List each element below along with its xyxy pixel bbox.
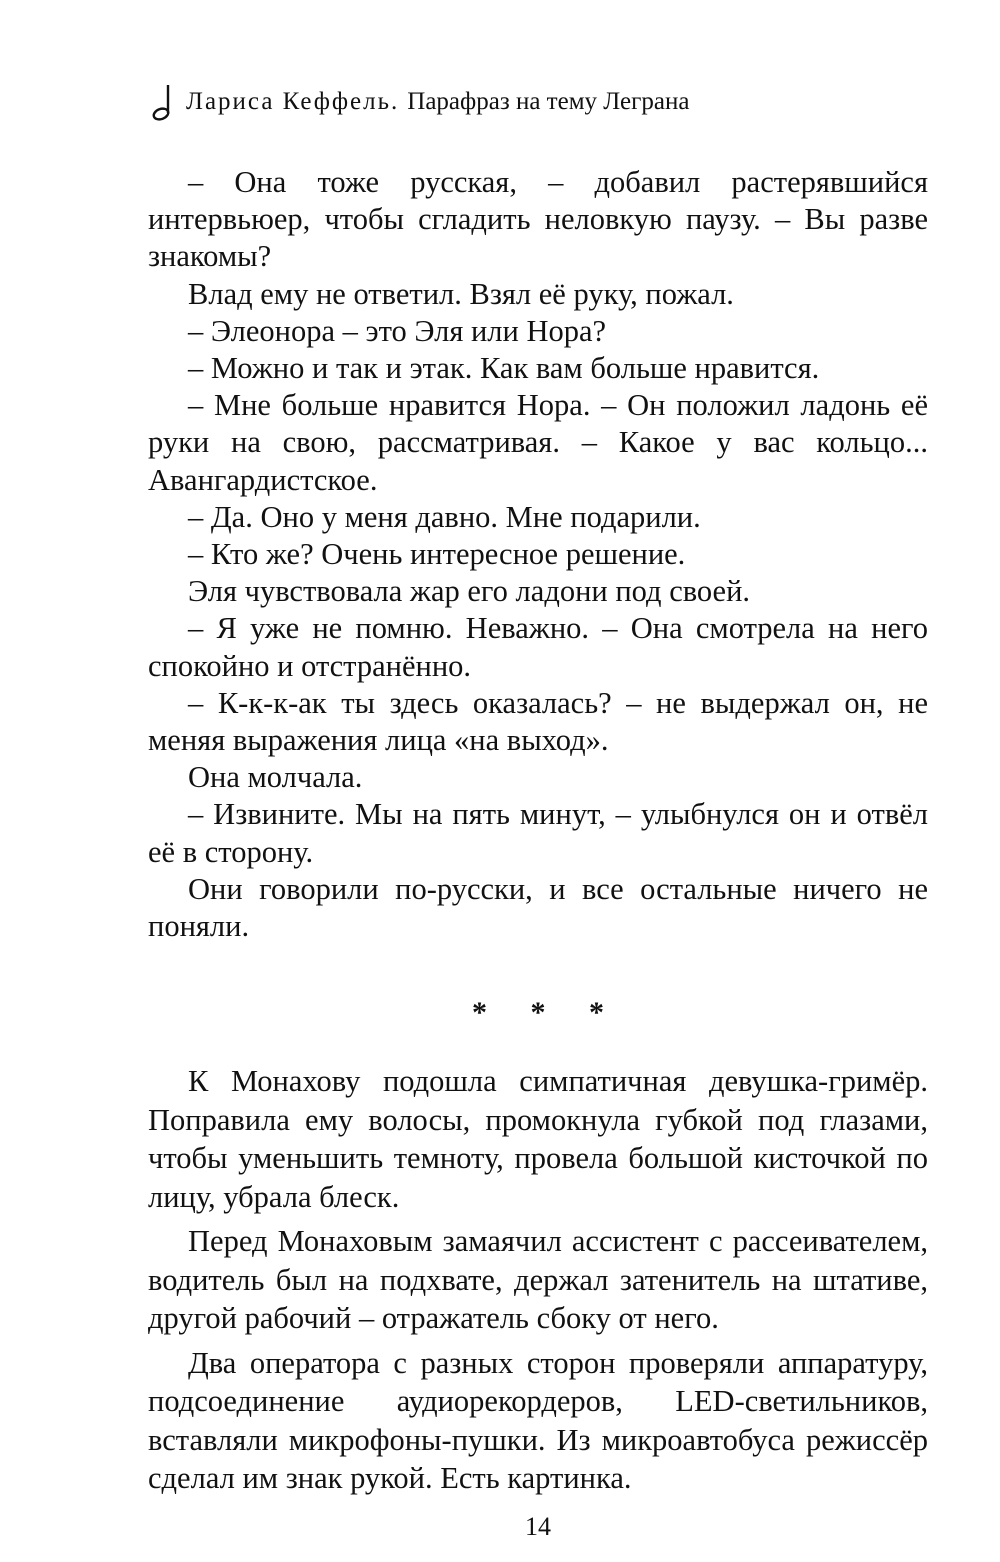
paragraph: – Я уже не помню. Неважно. – Она смотрела на него спокойно и отстранённо. xyxy=(148,611,928,683)
text-block-before-break xyxy=(148,164,928,945)
paragraph: Эля чувствовала жар его ладони под своей. xyxy=(188,574,751,609)
paragraph: – Мне больше нравится Нора. – Он положил ладонь её руки на свою, рассматривая. – Какое у вас кольцо... Авангардистское. xyxy=(148,388,928,497)
page-number: 14 xyxy=(525,1512,551,1541)
paragraph: Она молчала. xyxy=(188,760,363,795)
paragraph: – Можно и так и этак. Как вам больше нравится. xyxy=(188,351,820,386)
section-separator: * * * xyxy=(472,996,622,1029)
header-author: Лариса Кеффель. xyxy=(186,88,400,115)
paragraph: Перед Монаховым замаячил ассистент с рассеивателем, водитель был на подхвате, держал затенитель на штативе, другой рабочий – отражатель сбоку от него. xyxy=(148,1224,928,1335)
paragraph: – Кто же? Очень интересное решение. xyxy=(188,537,686,572)
paragraph: Они говорили по-русски, и все остальные ничего не поняли. xyxy=(148,871,928,944)
paragraph: – К-к-к-ак ты здесь оказалась? – не выдержал он, не меняя выражения лица «на выход». xyxy=(148,685,928,758)
paragraph: Два оператора с разных сторон проверяли аппаратуру, подсоединение аудиорекордеров, LED-светильников, вставляли микрофоны-пушки. Из микроавтобуса режиссёр сделал им знак рукой. Есть картинка. xyxy=(148,1345,928,1495)
running-header xyxy=(148,82,928,122)
paragraph: – Элеонора – это Эля или Нора? xyxy=(188,313,607,348)
paragraph: Влад ему не ответил. Взял её руку, пожал. xyxy=(188,276,734,311)
text-block-after-break xyxy=(148,1062,928,1498)
music-note-icon xyxy=(148,82,178,122)
paragraph: К Монахову подошла симпатичная девушка-гримёр. Поправила ему волосы, промокнула губкой под глазами, чтобы уменьшить темноту, провела большой кисточкой по лицу, убрала блеск. xyxy=(148,1064,928,1214)
paragraph: – Она тоже русская, – добавил растерявшийся интервьюер, чтобы сгладить неловкую паузу. – Вы разве знакомы? xyxy=(148,165,928,274)
paragraph: – Да. Оно у меня давно. Мне подарили. xyxy=(188,499,701,534)
paragraph: – Извините. Мы на пять минут, – улыбнулся он и отвёл её в сторону. xyxy=(148,797,928,869)
header-title: Парафраз на тему Леграна xyxy=(407,88,690,115)
